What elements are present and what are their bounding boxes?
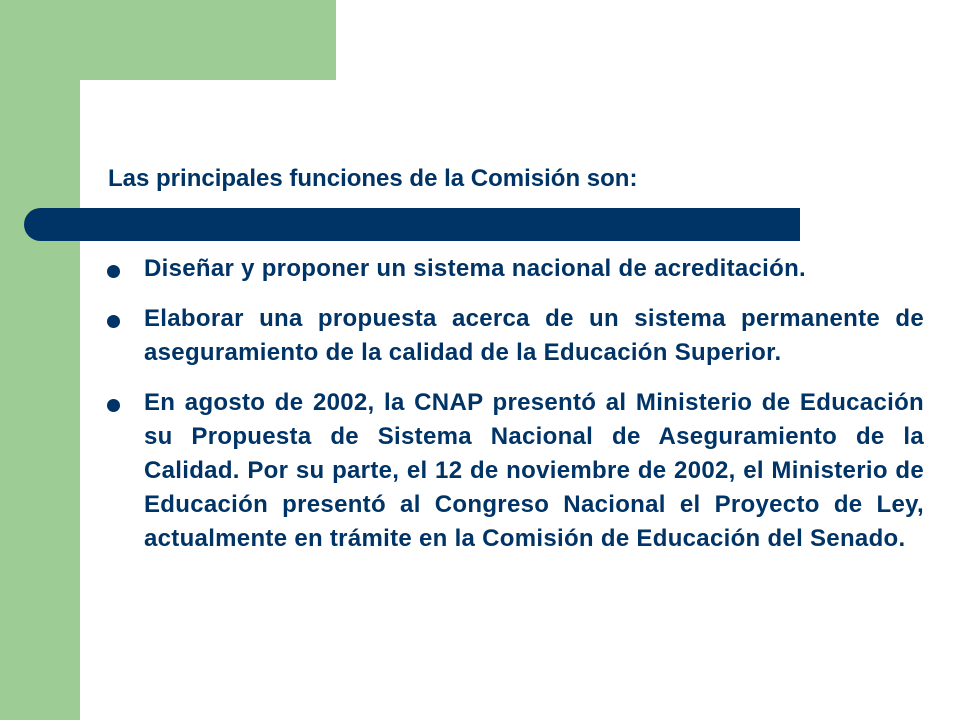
bullet-list	[107, 252, 924, 572]
bullet-dot-icon	[107, 315, 120, 328]
green-top-block	[0, 0, 336, 80]
bullet-item-proposal	[107, 302, 924, 370]
green-side-strip	[0, 0, 80, 720]
bullet-dot-icon	[107, 265, 120, 278]
bullet-text: Elaborar una propuesta acerca de un sistema permanente de aseguramiento de la calidad de la Educación Superior.	[144, 305, 924, 366]
bullet-dot-icon	[107, 399, 120, 412]
title-divider-bar	[24, 208, 800, 241]
bullet-item-design	[107, 252, 924, 286]
rounded-corner-decoration	[80, 80, 150, 150]
slide-title: Las principales funciones de la Comisión son:	[108, 165, 638, 192]
bullet-text: En agosto de 2002, la CNAP presentó al Ministerio de Educación su Propuesta de Sistema Nacional de Aseguramiento de la Calidad. Por su parte, el 12 de noviembre de 2002, el Ministerio de Educación presentó al Congreso Nacional el Proyecto de Ley, actualmente en trámite en la Comisión de Educación del Senado.	[144, 389, 924, 552]
bullet-item-history	[107, 386, 924, 556]
bullet-text: Diseñar y proponer un sistema nacional de acreditación.	[144, 255, 807, 282]
